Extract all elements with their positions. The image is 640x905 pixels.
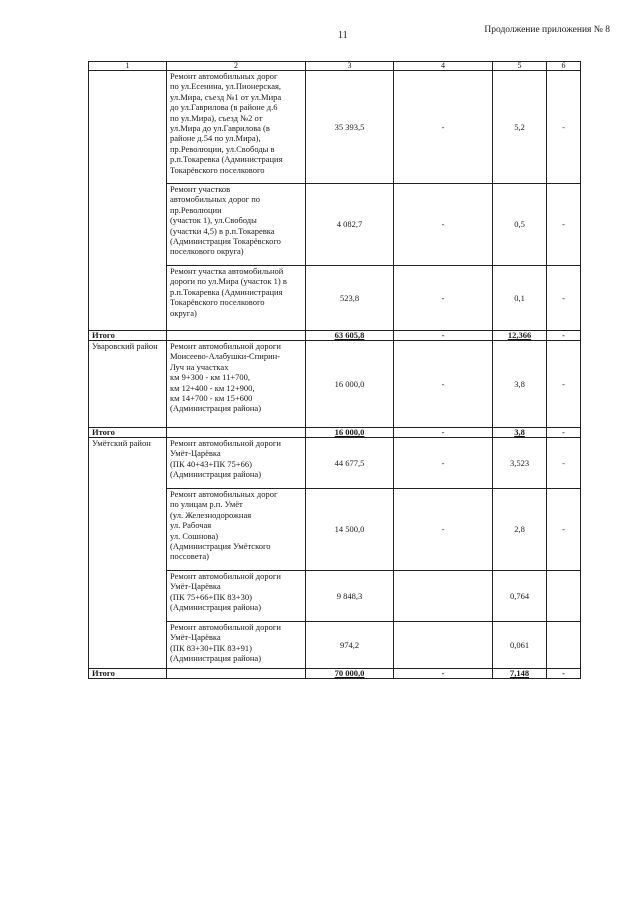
col4-cell (394, 622, 493, 669)
total-row (89, 669, 581, 679)
total-amount: 63 605,8 (306, 331, 394, 341)
col4-cell: - (394, 71, 493, 184)
col6-cell: - (547, 184, 581, 266)
total-label: Итого (89, 669, 167, 679)
total-blank (167, 669, 306, 679)
total-length: 12,366 (493, 331, 547, 341)
total-col6: - (547, 331, 581, 341)
work-description: Ремонт автомобильных дорог по ул.Есенина, ул.Пионерская, ул.Мира, съезд №1 от ул.Мира до ул.Гаврилова (в районе д.6 по ул.Мира), съезд №2 от ул.Мира до ул.Гаврилова (в районе д.54 по ул.Мира), пр.Революции, ул.Свободы в р.п.Токаревка (Администрация Токарёвского поселкового (167, 71, 306, 184)
total-blank (167, 428, 306, 438)
amount-cell: 4 082,7 (306, 184, 394, 266)
total-length: 7,148 (493, 669, 547, 679)
length-cell: 3,8 (493, 341, 547, 428)
table-row (89, 341, 581, 428)
district-cell: Умётский район (89, 438, 167, 669)
total-amount: 70 000,0 (306, 669, 394, 679)
total-col4: - (394, 331, 493, 341)
column-number-row (89, 62, 581, 71)
length-cell: 0,061 (493, 622, 547, 669)
length-cell: 0,5 (493, 184, 547, 266)
col4-cell: - (394, 266, 493, 331)
total-label: Итого (89, 428, 167, 438)
total-length: 3,8 (493, 428, 547, 438)
total-blank (167, 331, 306, 341)
page-number: 11 (338, 30, 348, 41)
work-description: Ремонт участка автомобильной дороги по ул.Мира (участок 1) в р.п.Токаревка (Администрация Токарёвского поселкового округа) (167, 266, 306, 331)
total-col4: - (394, 669, 493, 679)
total-col6: - (547, 669, 581, 679)
col6-cell: - (547, 266, 581, 331)
column-header: 1 (89, 62, 167, 71)
work-description: Ремонт автомобильной дороги Умёт-Царёвка (ПК 40+43+ПК 75+66) (Администрация района) (167, 438, 306, 489)
total-row (89, 428, 581, 438)
work-description: Ремонт автомобильной дороги Умёт-Царёвка (ПК 83+30+ПК 83+91) (Администрация района) (167, 622, 306, 669)
length-cell: 2,8 (493, 489, 547, 571)
amount-cell: 16 000,0 (306, 341, 394, 428)
district-cell (89, 71, 167, 331)
column-header: 3 (306, 62, 394, 71)
col6-cell: - (547, 71, 581, 184)
length-cell: 0,764 (493, 571, 547, 622)
amount-cell: 974,2 (306, 622, 394, 669)
length-cell: 5,2 (493, 71, 547, 184)
total-col4: - (394, 428, 493, 438)
column-header: 6 (547, 62, 581, 71)
column-header: 4 (394, 62, 493, 71)
col6-cell: - (547, 489, 581, 571)
amount-cell: 14 500,0 (306, 489, 394, 571)
col6-cell: - (547, 438, 581, 489)
work-description: Ремонт автомобильных дорог по улицам р.п. Умёт (ул. Железнодорожная ул. Рабочая ул. Сошнова) (Администрация Умётского поссовета) (167, 489, 306, 571)
amount-cell: 44 677,5 (306, 438, 394, 489)
work-description: Ремонт автомобильной дороги Умёт-Царёвка (ПК 75+66+ПК 83+30) (Администрация района) (167, 571, 306, 622)
appendix-continuation: Продолжение приложения № 8 (484, 25, 610, 35)
amount-cell: 523,8 (306, 266, 394, 331)
amount-cell: 9 848,3 (306, 571, 394, 622)
col4-cell: - (394, 489, 493, 571)
total-col6: - (547, 428, 581, 438)
table-row (89, 71, 581, 184)
table-row (89, 438, 581, 489)
col6-cell (547, 571, 581, 622)
total-amount: 16 000,0 (306, 428, 394, 438)
district-cell: Уваровский район (89, 341, 167, 428)
col6-cell (547, 622, 581, 669)
length-cell: 0,1 (493, 266, 547, 331)
length-cell: 3,523 (493, 438, 547, 489)
road-repair-table (88, 61, 581, 679)
col4-cell: - (394, 341, 493, 428)
total-label: Итого (89, 331, 167, 341)
col4-cell: - (394, 438, 493, 489)
col4-cell (394, 571, 493, 622)
total-row (89, 331, 581, 341)
work-description: Ремонт автомобильной дороги Моисеево-Алабушки-Спирин- Луч на участках км 9+300 - км 11+700, км 12+400 - км 12+900, км 14+700 - км 15+600 (Администрация района) (167, 341, 306, 428)
col6-cell: - (547, 341, 581, 428)
column-header: 5 (493, 62, 547, 71)
amount-cell: 35 393,5 (306, 71, 394, 184)
col4-cell: - (394, 184, 493, 266)
column-header: 2 (167, 62, 306, 71)
work-description: Ремонт участков автомобильных дорог по пр.Революции (участок 1), ул.Свободы (участки 4,5) в р.п.Токаревка (Администрация Токарёвского поселкового округа) (167, 184, 306, 266)
